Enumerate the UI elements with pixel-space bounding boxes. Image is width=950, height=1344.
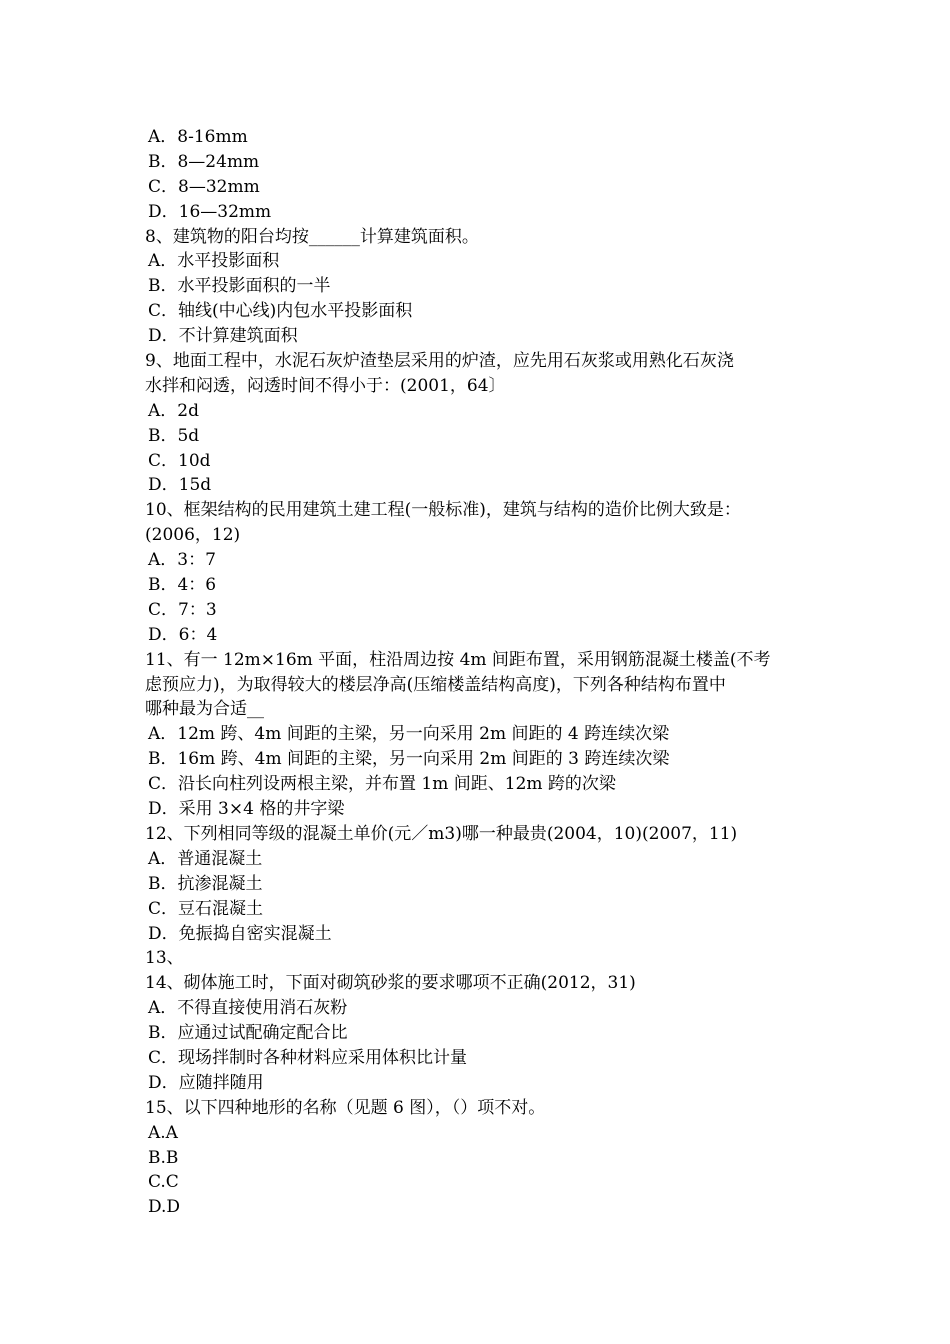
option-line: C．现场拌制时各种材料应采用体积比计量 xyxy=(148,1047,468,1068)
option-line: D．不计算建筑面积 xyxy=(148,326,298,347)
option-line: C．豆石混凝土 xyxy=(148,898,264,919)
option-line: B．4：6 xyxy=(148,575,217,596)
option-line: D．16—32mm xyxy=(148,201,272,222)
option-line: B．抗渗混凝土 xyxy=(148,873,263,894)
option-line: B．5d xyxy=(148,425,200,446)
option-line: C．沿长向柱列设两根主梁，并布置 1m 间距、12m 跨的次梁 xyxy=(148,774,616,795)
option-line: C．10d xyxy=(148,450,211,471)
question-line: 8、建筑物的阳台均按______计算建筑面积。 xyxy=(145,226,479,247)
option-line: A．普通混凝土 xyxy=(148,848,263,869)
question-line: 13、 xyxy=(145,948,184,969)
option-line: C．7：3 xyxy=(148,599,217,620)
question-line: 11、有一 12m×16m 平面，柱沿周边按 4m 间距布置，采用钢筋混凝土楼盖(不考 xyxy=(145,649,771,670)
option-line: A．12m 跨、4m 间距的主梁，另一向采用 2m 间距的 4 跨连续次梁 xyxy=(148,724,670,745)
option-line: A．不得直接使用消石灰粉 xyxy=(148,998,348,1019)
document-page xyxy=(145,125,825,1220)
question-line: 15、以下四种地形的名称（见题 6 图），（）项不对。 xyxy=(145,1097,546,1118)
question-line: 14、砌体施工时，下面对砌筑砂浆的要求哪项不正确(2012，31) xyxy=(145,973,636,994)
option-line: C．轴线(中心线)内包水平投影面积 xyxy=(148,301,413,322)
option-line: C.C xyxy=(148,1172,179,1193)
question-line: 虑预应力)，为取得较大的楼层净高(压缩楼盖结构高度)，下列各种结构布置中 xyxy=(145,674,726,695)
option-line: D．免振捣自密实混凝土 xyxy=(148,923,332,944)
option-line: C．8—32mm xyxy=(148,176,260,197)
option-line: D．15d xyxy=(148,475,212,496)
option-line: B．应通过试配确定配合比 xyxy=(148,1023,348,1044)
option-line: D．采用 3×4 格的井字梁 xyxy=(148,799,345,820)
question-line: 水拌和闷透，闷透时间不得小于：(2001，64〕 xyxy=(145,375,506,396)
option-line: D.D xyxy=(148,1197,181,1218)
option-line: A．3：7 xyxy=(148,550,216,571)
option-line: A．2d xyxy=(148,400,199,421)
question-line: 9、地面工程中，水泥石灰炉渣垫层采用的炉渣，应先用石灰浆或用熟化石灰浇 xyxy=(145,351,734,372)
option-line: D．应随拌随用 xyxy=(148,1072,264,1093)
option-line: B.B xyxy=(148,1147,179,1168)
option-line: B．8—24mm xyxy=(148,151,260,172)
question-line: 12、下列相同等级的混凝土单价(元／m3)哪一种最贵(2004，10)(2007，11) xyxy=(145,823,738,844)
question-line: 10、框架结构的民用建筑土建工程(一般标准)，建筑与结构的造价比例大致是： xyxy=(145,500,741,521)
option-line: B．水平投影面积的一半 xyxy=(148,276,331,297)
question-line: (2006，12) xyxy=(145,525,241,546)
option-line: B．16m 跨、4m 间距的主梁，另一向采用 2m 间距的 3 跨连续次梁 xyxy=(148,749,670,770)
option-line: A．水平投影面积 xyxy=(148,251,280,272)
option-line: D．6：4 xyxy=(148,624,218,645)
option-line: A.A xyxy=(148,1122,178,1143)
option-line: A．8-16mm xyxy=(148,127,248,147)
question-line: 哪种最为合适__ xyxy=(145,699,264,720)
